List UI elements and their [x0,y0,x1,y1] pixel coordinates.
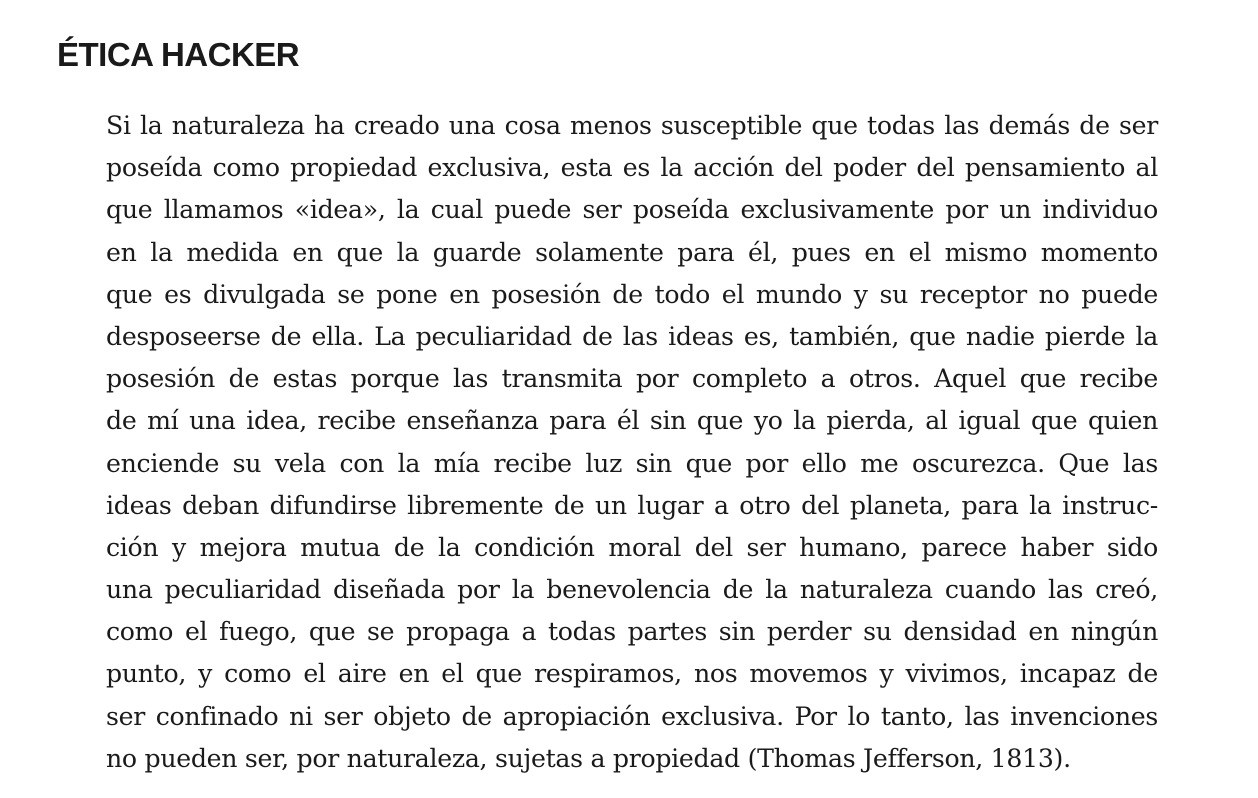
quote-line: que es divulgada se pone en posesión de todo el mundo y su receptor no puede [106,279,1158,309]
quote-line: en la medida en que la guarde solamente para él, pues en el mismo momento [106,237,1158,267]
quote-line: punto, y como el aire en el que respiramos, nos movemos y vivimos, incapaz de [106,659,1158,689]
quote-line: de mí una idea, recibe enseñanza para él sin que yo la pierda, al igual que quien [106,406,1158,436]
section-heading: ÉTICA HACKER [57,36,300,73]
block-quote [106,105,1158,780]
quote-line: como el fuego, que se propaga a todas partes sin perder su densidad en ningún [106,617,1158,647]
quote-line: poseída como propiedad exclusiva, esta es la acción del poder del pensamiento al [106,153,1158,183]
quote-line: una peculiaridad diseñada por la benevolencia de la naturaleza cuando las creó, [106,575,1158,605]
quote-line: posesión de estas porque las transmita por completo a otros. Aquel que recibe [106,364,1158,394]
quote-line-last: no pueden ser, por naturaleza, sujetas a propiedad (Thomas Jefferson, 1813). [106,743,1071,773]
quote-line: Si la naturaleza ha creado una cosa menos susceptible que todas las demás de ser [106,111,1158,140]
quote-line: ideas deban difundirse libremente de un lugar a otro del planeta, para la instruc- [106,490,1158,520]
quote-line: ser confinado ni ser objeto de apropiación exclusiva. Por lo tanto, las invenciones [106,701,1158,731]
quote-line: ción y mejora mutua de la condición moral del ser humano, parece haber sido [106,532,1158,562]
quote-line: enciende su vela con la mía recibe luz sin que por ello me oscurezca. Que las [106,448,1158,478]
quote-line: desposeerse de ella. La peculiaridad de las ideas es, también, que nadie pierde la [106,321,1158,351]
quote-line: que llamamos «idea», la cual puede ser poseída exclusivamente por un individuo [106,195,1158,225]
